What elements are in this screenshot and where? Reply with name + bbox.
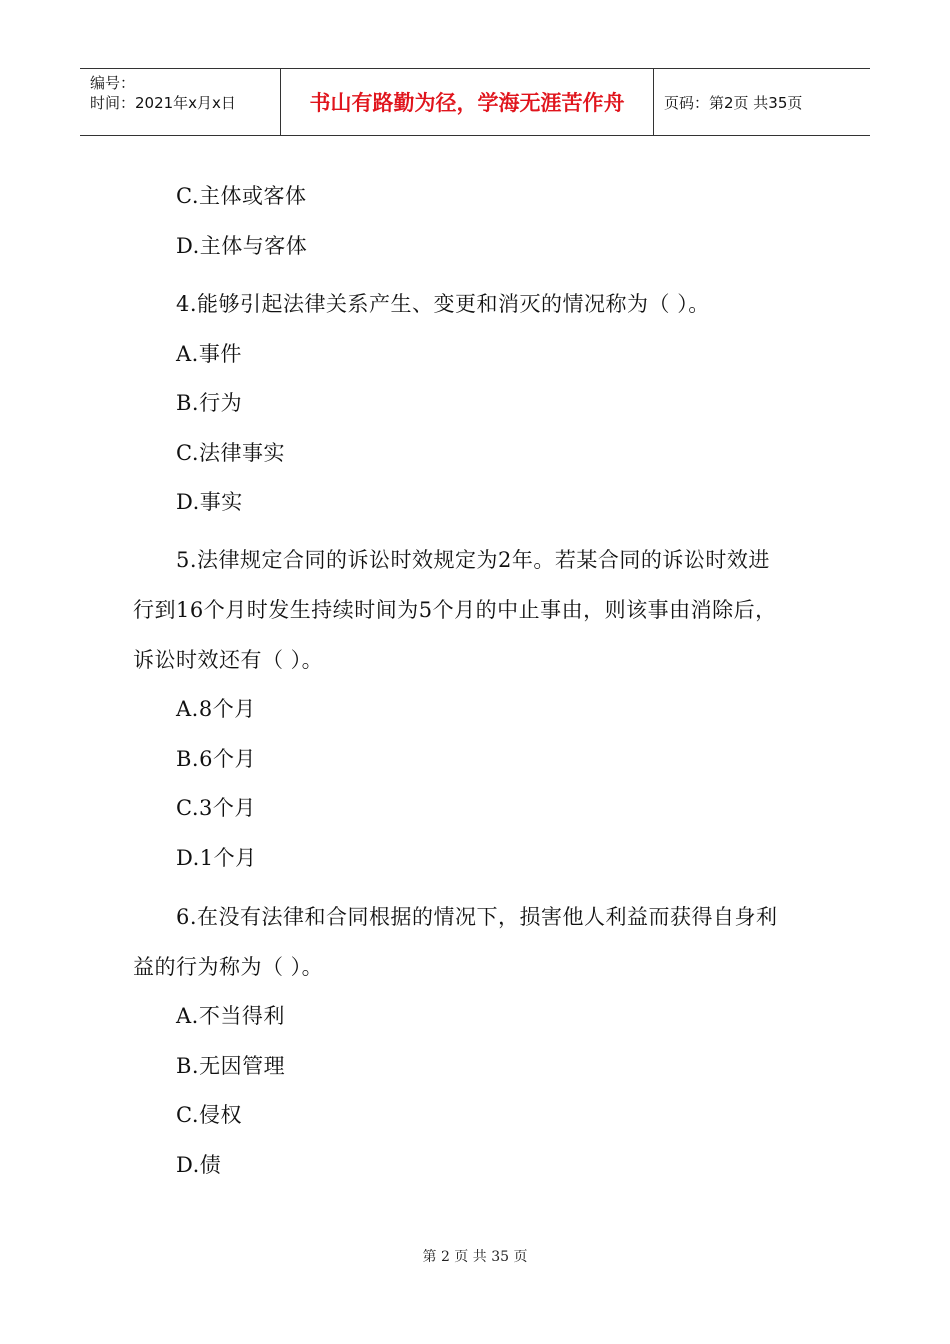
q4-option-d: D.事实 [176,490,243,514]
page-footer: 第 2 页 共 35 页 [422,1249,528,1265]
q5-option-a: A.8个月 [176,697,256,721]
q4-option-a: A.事件 [176,342,242,366]
q6-stem-line-1: 6.在没有法律和合同根据的情况下，损害他人利益而获得自身利 [176,905,778,929]
header-meta-cell [80,69,281,135]
page-header [80,68,870,136]
q6-option-c: C.侵权 [176,1103,242,1127]
q5-option-b: B.6个月 [176,747,256,771]
q6-option-b: B.无因管理 [176,1054,286,1078]
q5-stem-line-3: 诉讼时效还有（ ）。 [133,648,324,672]
header-page-cell [654,69,870,135]
q3-option-d: D.主体与客体 [176,234,308,258]
q4-stem: 4.能够引起法律关系产生、变更和消灭的情况称为（ ）。 [176,292,710,316]
header-motto-cell [281,69,654,135]
document-time-label: 时间：2021年x月x日 [90,94,236,112]
q5-stem-line-2: 行到16个月时发生持续时间为5个月的中止事由，则该事由消除后， [133,598,777,622]
q3-option-c: C.主体或客体 [176,184,307,208]
q6-stem-line-2: 益的行为称为（ ）。 [133,955,324,979]
q6-option-a: A.不当得利 [176,1004,285,1028]
q4-option-b: B.行为 [176,391,243,415]
header-motto: 书山有路勤为径，学海无涯苦作舟 [309,91,625,115]
q4-option-c: C.法律事实 [176,441,285,465]
q5-option-c: C.3个月 [176,796,256,820]
q5-stem-line-1: 5.法律规定合同的诉讼时效规定为2年。若某合同的诉讼时效进 [176,548,770,572]
q6-option-d: D.债 [176,1153,222,1177]
document-number-label: 编号： [90,74,136,92]
header-page-info: 页码：第2页 共35页 [664,93,803,112]
q5-option-d: D.1个月 [176,846,257,870]
